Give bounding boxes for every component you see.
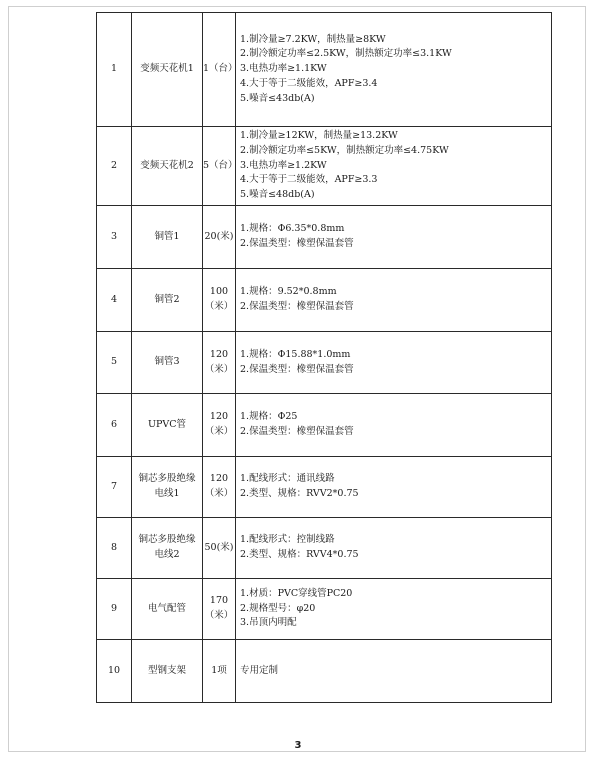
row-index: 1	[97, 13, 132, 127]
item-quantity-cell	[203, 206, 236, 269]
item-spec-cell	[236, 332, 552, 394]
spec-line: 5.噪音≤48db(A)	[240, 189, 315, 201]
item-quantity-cell	[203, 127, 236, 206]
item-name: 铜芯多股绝缘	[138, 534, 196, 546]
item-spec-cell	[236, 579, 552, 640]
spec-line: 2.制冷额定功率≤2.5KW，制热额定功率≤3.1KW	[240, 48, 452, 60]
item-quantity-cell	[203, 518, 236, 579]
spec-line: 1.配线形式：控制线路	[240, 534, 335, 546]
item-spec-cell	[236, 640, 552, 703]
item-quantity: 1（台）	[203, 63, 238, 75]
spec-line: 1.规格：Φ25	[240, 411, 298, 423]
row-index: 10	[97, 640, 132, 703]
item-spec-cell	[236, 518, 552, 579]
item-name-cell	[132, 457, 203, 518]
item-quantity-cell	[203, 269, 236, 332]
spec-line: 2.保温类型：橡塑保温套管	[240, 238, 354, 249]
item-name: 电线1	[154, 488, 180, 499]
spec-table	[96, 12, 552, 703]
item-spec-cell	[236, 394, 552, 457]
item-quantity: （米）	[204, 301, 234, 312]
spec-line: 1.规格：9.52*0.8mm	[240, 286, 337, 298]
spec-line: 5.噪音≤43db(A)	[240, 92, 315, 104]
item-quantity: 1项	[211, 664, 227, 676]
item-name: 变频天花机2	[140, 159, 194, 171]
item-name: 电气配管	[147, 602, 186, 614]
item-name: 铜管2	[154, 293, 180, 305]
spec-table-body	[97, 13, 552, 703]
item-spec-cell	[236, 127, 552, 206]
item-spec-cell	[236, 269, 552, 332]
spec-line: 4.大于等于二级能效，APF≥3.3	[240, 174, 378, 186]
item-quantity-cell	[203, 13, 236, 127]
spec-line: 2.保温类型：橡塑保温套管	[240, 426, 354, 437]
table-row	[97, 206, 552, 269]
spec-line: 2.类型、规格：RVV4*0.75	[240, 549, 359, 560]
item-quantity: （米）	[204, 488, 234, 499]
table-row	[97, 579, 552, 640]
item-name-cell	[132, 269, 203, 332]
item-quantity-cell	[203, 640, 236, 703]
item-quantity-cell	[203, 394, 236, 457]
item-quantity: 100	[209, 286, 229, 298]
item-name-cell	[132, 332, 203, 394]
item-name-cell	[132, 127, 203, 206]
table-row	[97, 269, 552, 332]
table-row	[97, 640, 552, 703]
item-spec-cell	[236, 457, 552, 518]
table-row	[97, 457, 552, 518]
spec-line: 1.规格：Φ6.35*0.8mm	[240, 223, 345, 235]
item-quantity-cell	[203, 457, 236, 518]
row-index: 2	[97, 127, 132, 206]
spec-line: 1.制冷量≥12KW，制热量≥13.2KW	[240, 130, 398, 142]
item-quantity: （米）	[204, 363, 234, 375]
item-name-cell	[132, 518, 203, 579]
item-quantity-cell	[203, 332, 236, 394]
item-name-cell	[132, 394, 203, 457]
item-name-cell	[132, 640, 203, 703]
item-name: 型钢支架	[147, 664, 186, 676]
item-quantity: 50(米)	[204, 541, 234, 553]
item-quantity: 120	[209, 348, 229, 360]
item-name: UPVC管	[147, 418, 187, 430]
spec-line: 3.电热功率≥1.2KW	[240, 159, 327, 171]
item-quantity: 5（台）	[203, 159, 238, 171]
item-quantity: 120	[209, 411, 229, 423]
item-quantity: （米）	[204, 426, 234, 437]
table-row	[97, 127, 552, 206]
table-row	[97, 332, 552, 394]
row-index: 5	[97, 332, 132, 394]
spec-line: 1.制冷量≥7.2KW，制热量≥8KW	[240, 33, 386, 45]
spec-line: 2.保温类型：橡塑保温套管	[240, 363, 354, 375]
item-name: 铜管1	[154, 230, 180, 242]
spec-line: 3.电热功率≥1.1KW	[240, 63, 327, 75]
page-number: 3	[294, 740, 302, 751]
spec-line: 1.材质：PVC穿线管PC20	[240, 587, 353, 599]
row-index: 7	[97, 457, 132, 518]
row-index: 8	[97, 518, 132, 579]
item-name-cell	[132, 13, 203, 127]
spec-line: 2.类型、规格：RVV2*0.75	[240, 488, 359, 499]
item-quantity: 20(米)	[204, 230, 234, 242]
spec-line: 2.保温类型：橡塑保温套管	[240, 301, 354, 312]
table-row	[97, 394, 552, 457]
item-spec-cell	[236, 13, 552, 127]
row-index: 6	[97, 394, 132, 457]
item-name: 变频天花机1	[140, 63, 194, 75]
item-quantity: （米）	[204, 610, 234, 621]
item-name: 铜芯多股绝缘	[138, 473, 196, 485]
spec-line: 专用定制	[240, 664, 279, 676]
spec-line: 2.规格型号：φ20	[240, 602, 316, 614]
row-index: 4	[97, 269, 132, 332]
spec-line: 1.规格：Φ15.88*1.0mm	[240, 348, 351, 360]
spec-line: 2.制冷额定功率≤5KW，制热额定功率≤4.75KW	[240, 144, 449, 156]
row-index: 9	[97, 579, 132, 640]
item-name: 电线2	[154, 549, 180, 560]
table-row	[97, 518, 552, 579]
row-index: 3	[97, 206, 132, 269]
item-quantity-cell	[203, 579, 236, 640]
item-name-cell	[132, 206, 203, 269]
spec-line: 1.配线形式：通讯线路	[240, 473, 335, 485]
spec-line: 3.吊顶内明配	[240, 617, 297, 629]
item-spec-cell	[236, 206, 552, 269]
item-name-cell	[132, 579, 203, 640]
item-quantity: 120	[209, 473, 229, 485]
table-row	[97, 13, 552, 127]
item-name: 铜管3	[154, 356, 180, 368]
item-quantity: 170	[209, 595, 229, 607]
spec-line: 4.大于等于二级能效，APF≥3.4	[240, 77, 378, 89]
